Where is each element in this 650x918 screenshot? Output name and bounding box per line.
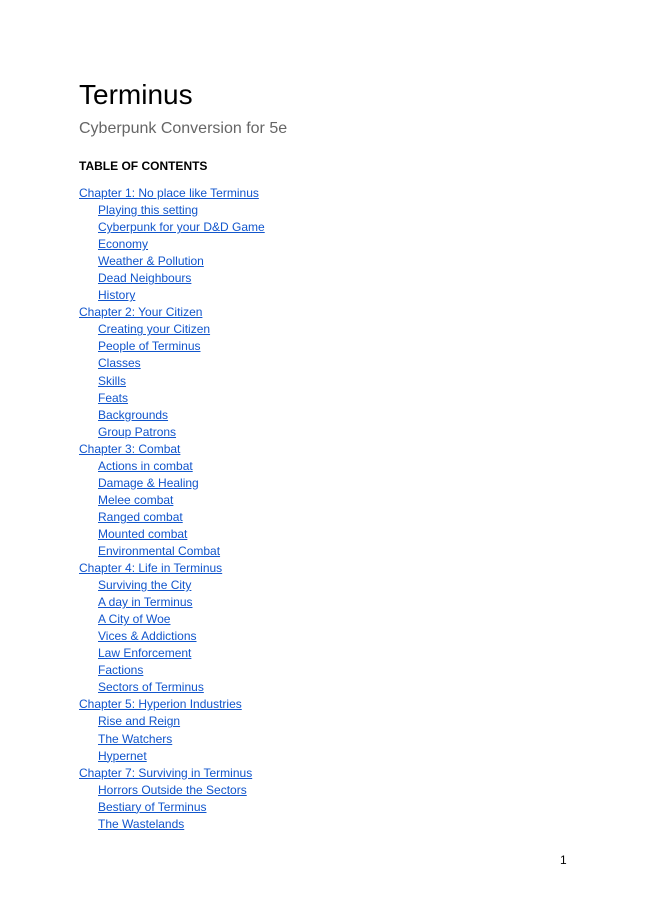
toc-section-item: [79, 679, 599, 696]
toc-section-item: [79, 713, 599, 730]
toc-section-link[interactable]: Melee combat: [98, 492, 174, 507]
toc-section-link[interactable]: Horrors Outside the Sectors: [98, 782, 247, 797]
toc-section-link[interactable]: Skills: [98, 373, 127, 388]
toc-section-link[interactable]: The Watchers: [98, 731, 173, 746]
toc-section-link[interactable]: Group Patrons: [98, 424, 177, 439]
toc-section-item: [79, 748, 599, 765]
toc-chapter-link[interactable]: Chapter 3: Combat: [79, 441, 181, 456]
toc-section-link[interactable]: Cyberpunk for your D&D Game: [98, 220, 265, 235]
toc-section-item: [79, 390, 599, 407]
toc-section-link[interactable]: A day in Terminus: [98, 595, 193, 610]
toc-section-item: [79, 577, 599, 594]
toc-chapter-item: [79, 304, 599, 321]
toc-section-link[interactable]: Playing this setting: [98, 203, 199, 218]
toc-chapter-link[interactable]: Chapter 4: Life in Terminus: [79, 561, 223, 576]
toc-section-link[interactable]: The Wastelands: [98, 816, 185, 831]
toc-section-item: [79, 287, 599, 304]
document-subtitle: Cyberpunk Conversion for 5e: [79, 120, 288, 137]
toc-section-item: [79, 628, 599, 645]
toc-section-link[interactable]: Sectors of Terminus: [98, 680, 204, 695]
toc-section-item: [79, 236, 599, 253]
toc-section-link[interactable]: Ranged combat: [98, 509, 183, 524]
toc-section-link[interactable]: Creating your Citizen: [98, 322, 211, 337]
toc-section-item: [79, 373, 599, 390]
toc-section-link[interactable]: A City of Woe: [98, 612, 171, 627]
toc-section-item: [79, 816, 599, 833]
toc-section-link[interactable]: Law Enforcement: [98, 646, 192, 661]
toc-section-item: [79, 594, 599, 611]
toc-section-link[interactable]: Hypernet: [98, 748, 147, 763]
toc-section-item: [79, 509, 599, 526]
toc-section-item: [79, 202, 599, 219]
toc-section-item: [79, 355, 599, 372]
toc-section-link[interactable]: Environmental Combat: [98, 543, 221, 558]
toc-section-item: [79, 458, 599, 475]
toc-section-link[interactable]: Damage & Healing: [98, 475, 199, 490]
toc-section-item: [79, 321, 599, 338]
toc-chapter-item: [79, 185, 599, 202]
toc-chapter-link[interactable]: Chapter 7: Surviving in Terminus: [79, 765, 253, 780]
toc-section-item: [79, 475, 599, 492]
toc-section-item: [79, 526, 599, 543]
toc-section-item: [79, 338, 599, 355]
toc-section-link[interactable]: Feats: [98, 390, 129, 405]
page-number: 1: [560, 853, 567, 867]
toc-section-item: [79, 270, 599, 287]
toc-section-link[interactable]: Rise and Reign: [98, 714, 181, 729]
toc-section-link[interactable]: Vices & Addictions: [98, 629, 197, 644]
toc-chapter-link[interactable]: Chapter 1: No place like Terminus: [79, 186, 259, 200]
toc-heading: TABLE OF CONTENTS: [79, 159, 208, 173]
toc-section-link[interactable]: History: [98, 288, 136, 303]
toc-chapter-item: [79, 696, 599, 713]
toc-section-item: [79, 645, 599, 662]
toc-section-link[interactable]: Backgrounds: [98, 407, 169, 422]
toc-section-link[interactable]: Classes: [98, 356, 141, 371]
toc-section-item: [79, 407, 599, 424]
toc-chapter-link[interactable]: Chapter 5: Hyperion Industries: [79, 697, 242, 712]
toc-section-link[interactable]: Mounted combat: [98, 526, 188, 541]
toc-section-link[interactable]: Weather & Pollution: [98, 254, 204, 269]
toc-section-item: [79, 424, 599, 441]
toc-chapter-item: [79, 560, 599, 577]
toc-chapter-item: [79, 441, 599, 458]
toc-section-link[interactable]: Dead Neighbours: [98, 271, 192, 286]
toc-chapter-link[interactable]: Chapter 2: Your Citizen: [79, 305, 203, 320]
table-of-contents: [79, 185, 599, 833]
toc-section-link[interactable]: Economy: [98, 237, 149, 252]
toc-section-item: [79, 799, 599, 816]
toc-section-link[interactable]: Bestiary of Terminus: [98, 799, 207, 814]
toc-section-link[interactable]: Factions: [98, 663, 144, 678]
toc-section-item: [79, 219, 599, 236]
toc-section-link[interactable]: Surviving the City: [98, 578, 192, 593]
toc-section-item: [79, 492, 599, 509]
toc-section-item: [79, 662, 599, 679]
toc-section-link[interactable]: Actions in combat: [98, 458, 193, 473]
toc-section-item: [79, 253, 599, 270]
document-title: Terminus: [79, 79, 193, 110]
toc-section-item: [79, 543, 599, 560]
toc-section-link[interactable]: People of Terminus: [98, 339, 201, 354]
toc-section-item: [79, 731, 599, 748]
toc-chapter-item: [79, 765, 599, 782]
toc-section-item: [79, 782, 599, 799]
toc-section-item: [79, 611, 599, 628]
